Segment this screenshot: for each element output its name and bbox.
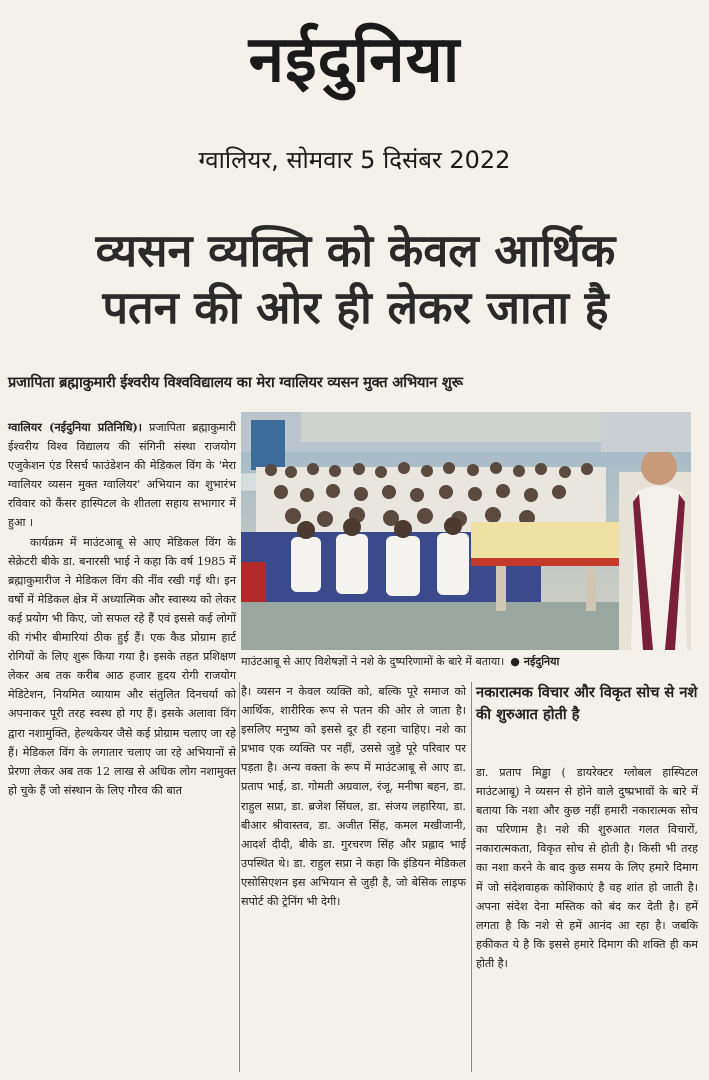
dateline: ग्वालियर, सोमवार 5 दिसंबर 2022 bbox=[198, 146, 511, 174]
article-column-3: डा. प्रताप मिड्ढा ( डायरेक्टर ग्लोबल हास्पिटल माउंटआबू) ने व्यसन से होने वाले दुष्प्रभावों के बारे में बताया कि नशा और कुछ नहीं हमारी नकारात्मक सोच का परिणाम है। नशे की शुरुआत गलत विचारों, नकारात्मकता, विकृत सोच से होती है। किसी भी तरह का नशा करने के बाद कुछ समय के लिए हमारे दिमाग में जो संदेशवाहक कोशिकाएं है वह शांत हो जाती है। अपना संदेश देना मस्तिक को बंद कर देती है। हमें लगता है कि नशे से हमें आनंद आ रहा है। जबकि हकीकत ये है कि इससे हमारे दिमाग की शक्ति ही कम होती है। bbox=[476, 766, 698, 970]
photo-caption bbox=[241, 655, 696, 669]
column-divider bbox=[239, 682, 240, 1072]
headline-line-1: व्यसन व्यक्ति को केवल आर्थिक bbox=[95, 224, 616, 277]
newspaper-masthead: नईदुनिया bbox=[248, 23, 461, 97]
event-photo-illustration bbox=[241, 412, 691, 650]
article-headline bbox=[8, 222, 703, 336]
column-divider bbox=[471, 682, 472, 1072]
paragraph-1: प्रजापिता ब्रह्माकुमारी ईश्वरीय विश्व विद्यालय की संगिनी संस्था राजयोग एजुकेशन एंड रिसर्च फाउंडेशन की मेडिकल विंग के 'मेरा ग्वालियर व्यसन मुक्त ग्वालियर' अभियान का शुभारंभ रविवार को कैंसर हास्पिटल के शीतला सहाय सभागार में हुआ । bbox=[8, 421, 236, 530]
bullet-icon: ● bbox=[510, 655, 520, 668]
article-column-2: है। व्यसन न केवल व्यक्ति को, बल्कि पूरे समाज को आर्थिक, शारीरिक रूप से पतन की ओर ले जाता है। इसलिए मनुष्य को इससे दूर ही रहना चाहिए। नशे का प्रभाव एक व्यक्ति पर नहीं, उससे जुड़े पूरे परिवार पर पड़ता है। अन्य वक्ता के रूप में माउंटआबू से आए डा. प्रताप भाई, डा. गोमती अग्रवाल, रंजू, मनीषा बहन, डा. राहुल सप्रा, डा. ब्रजेश सिंघल, डा. संजय लहारिया, डा. बीआर श्रीवास्तव, डा. अजीत सिंह, कमल मखीजानी, आदर्श दीदी, बीके डा. गुरचरण सिंह और प्रह्लाद भाई उपस्थित थे। डा. राहुल सप्रा ने कहा कि इंडियन मेडिकल एसोसिएशन इस अभियान से जुड़ी है, जो बेसिक लाइफ सपोर्ट की ट्रेनिंग भी देगी। bbox=[241, 685, 466, 909]
photo-caption-text: माउंटआबू से आए विशेषज्ञों ने नशे के दुष्परिणामों के बारे में बताया। bbox=[241, 655, 505, 668]
headline-line-2: पतन की ओर ही लेकर जाता है bbox=[102, 281, 609, 334]
byline: ग्वालियर (नईदुनिया प्रतिनिधि)। bbox=[8, 420, 142, 434]
article-subhead: प्रजापिता ब्रह्माकुमारी ईश्वरीय विश्वविद्यालय का मेरा ग्वालियर व्यसन मुक्त अभियान शुरू bbox=[8, 374, 463, 391]
photo-credit: नईदुनिया bbox=[523, 655, 560, 668]
paragraph-2: कार्यक्रम में माउंटआबू से आए मेडिकल विंग के सेक्रेटरी बीके डा. बनारसी भाई ने कहा कि वर्ष 1985 में ब्रह्माकुमारीज ने मेडिकल विंग की नींव रखी गई थी। इन वर्षो में मेडिकल क्षेत्र में अध्यात्मिक और स्वास्थ्य को लेकर कई प्रयोग भी किए, जो सफल रहे हैं एवं इससे कई लोगों की गंभीर बीमारियां ठीक हुई हैं। एक कैड प्रोग्राम हार्ट रोगियों के लिए शुरू किया गया है। इसके तहत प्रशिक्षण लेकर अब तक करीब आठ हजार हृदय रोगी राजयोग मेडिटेशन, नियमित व्यायाम और संतुलित दिनचर्या को अपनाकर पूरी तरह स्वस्थ हो गए हैं। इसके अलावा विंग द्वारा नशामुक्ति, हेल्थकेयर जैसे कई प्रोग्राम चलाए जा रहे हैं। मेडिकल विंग के लगातार चलाए जा रहे अभियानों से प्रेरणा लेकर अब तक 12 लाख से अधिक लोग नशामुक्त हो चुके हैं जो संस्थान के लिए गौरव की बात bbox=[8, 535, 236, 797]
event-photo bbox=[241, 412, 691, 650]
sidebar-box-heading: नकारात्मक विचार और विकृत सोच से नशे की शुरुआत होती है bbox=[476, 684, 698, 723]
article-column-1 bbox=[8, 418, 236, 800]
